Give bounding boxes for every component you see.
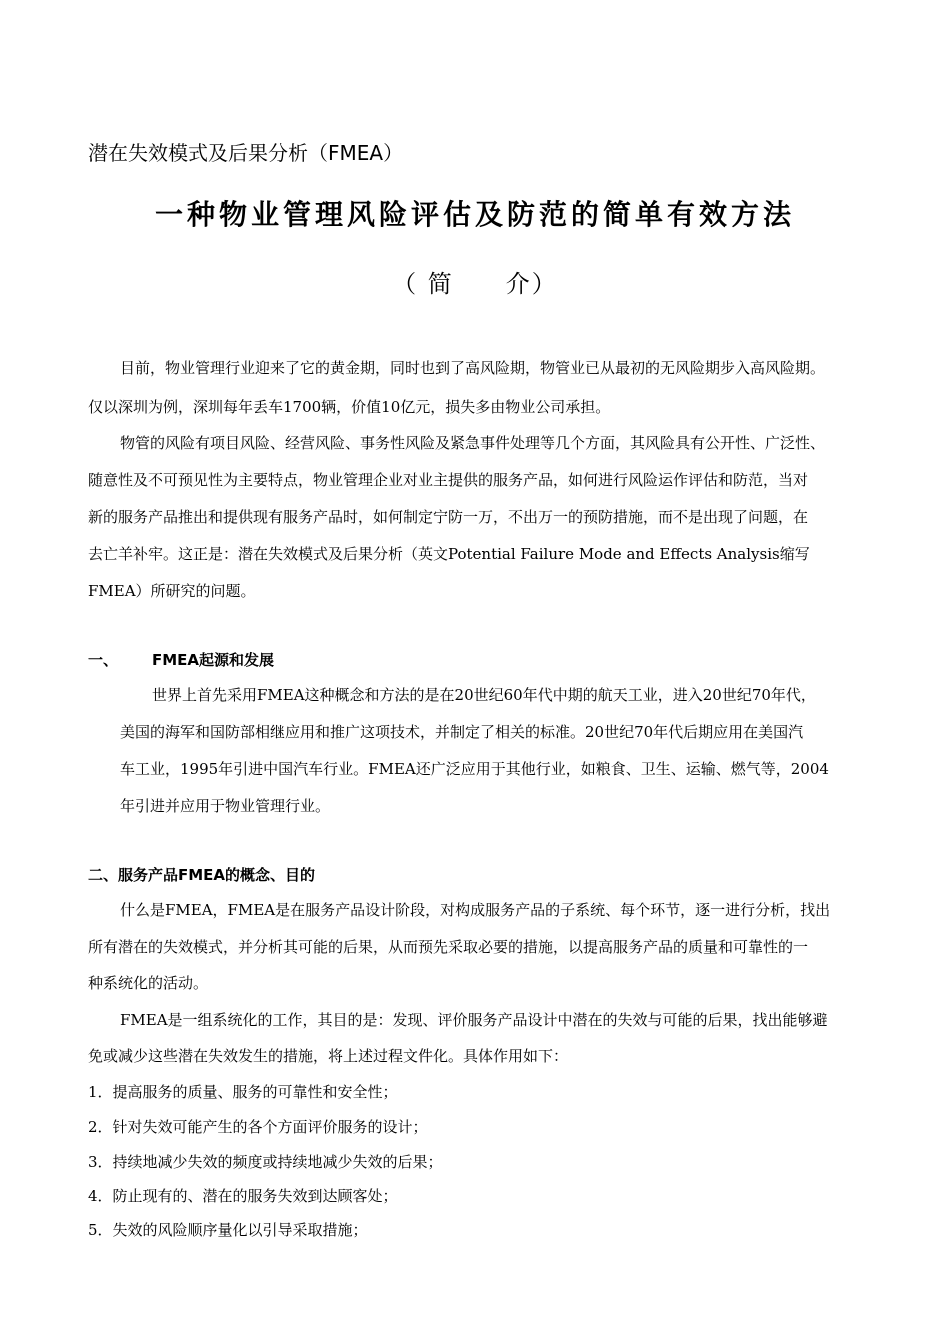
- intro-paragraph-1-line-2: 仅以深圳为例，深圳每年丢车1700辆，价值10亿元，损失多由物业公司承担。: [88, 398, 611, 416]
- intro-paragraph-2-line-1: 物管的风险有项目风险、经营风险、事务性风险及紧急事件处理等几个方面，其风险具有公开性、广泛性、: [120, 434, 826, 452]
- section-2-list-item: 3．持续地减少失效的频度或持续地减少失效的后果；: [88, 1153, 443, 1171]
- section-2-paragraph-2-line-2: 免或减少这些潜在失效发生的措施，将上述过程文件化。具体作用如下：: [88, 1047, 569, 1065]
- section-1-line-2: 美国的海军和国防部相继应用和推广这项技术，并制定了相关的标准。20世纪70年代后期应用在美国汽: [120, 723, 804, 741]
- section-1-number: 一、: [88, 651, 119, 669]
- section-1-line-3: 车工业，1995年引进中国汽车行业。FMEA还广泛应用于其他行业，如粮食、卫生、运输、燃气等，2004: [120, 760, 829, 778]
- section-2-title: 二、服务产品FMEA的概念、目的: [88, 866, 316, 884]
- document-top-title: 潜在失效模式及后果分析（FMEA）: [88, 141, 404, 165]
- section-2-paragraph-1-line-3: 种系统化的活动。: [88, 974, 209, 992]
- section-2-paragraph-1-line-2: 所有潜在的失效模式，并分析其可能的后果，从而预先采取必要的措施，以提高服务产品的质量和可靠性的一: [88, 938, 809, 956]
- intro-paragraph-2-line-5: FMEA）所研究的问题。: [88, 582, 256, 600]
- section-2-list-item: 4．防止现有的、潜在的服务失效到达顾客处；: [88, 1187, 398, 1205]
- section-2-list-item: 5．失效的风险顺序量化以引导采取措施；: [88, 1221, 368, 1239]
- intro-paragraph-2-line-3: 新的服务产品推出和提供现有服务产品时，如何制定宁防一万，不出万一的预防措施，而不是出现了问题，在: [88, 508, 809, 526]
- intro-paragraph-1-line-1: 目前，物业管理行业迎来了它的黄金期，同时也到了高风险期，物管业已从最初的无风险期步入高风险期。: [120, 359, 826, 377]
- section-1-title: FMEA起源和发展: [152, 651, 275, 669]
- document-main-title: 一种物业管理风险评估及防范的简单有效方法: [154, 198, 795, 231]
- intro-paragraph-2-line-2: 随意性及不可预见性为主要特点，物业管理企业对业主提供的服务产品，如何进行风险运作评估和防范，当对: [88, 471, 809, 489]
- intro-paragraph-2-line-4: 去亡羊补牢。这正是：潜在失效模式及后果分析（英文Potential Failure Mode and Effects Analysis缩写: [88, 545, 810, 563]
- section-1-line-4: 年引进并应用于物业管理行业。: [120, 797, 331, 815]
- document-subtitle: （ 简 介）: [392, 270, 558, 298]
- section-2-paragraph-2-line-1: FMEA是一组系统化的工作，其目的是：发现、评价服务产品设计中潜在的失效与可能的后果，找出能够避: [120, 1011, 828, 1029]
- section-2-list-item: 2．针对失效可能产生的各个方面评价服务的设计；: [88, 1118, 428, 1136]
- section-1-line-1: 世界上首先采用FMEA这种概念和方法的是在20世纪60年代中期的航天工业，进入20世纪70年代，: [152, 686, 816, 704]
- section-2-list-item: 1．提高服务的质量、服务的可靠性和安全性；: [88, 1083, 398, 1101]
- section-2-paragraph-1-line-1: 什么是FMEA，FMEA是在服务产品设计阶段，对构成服务产品的子系统、每个环节，逐一进行分析，找出: [120, 901, 831, 919]
